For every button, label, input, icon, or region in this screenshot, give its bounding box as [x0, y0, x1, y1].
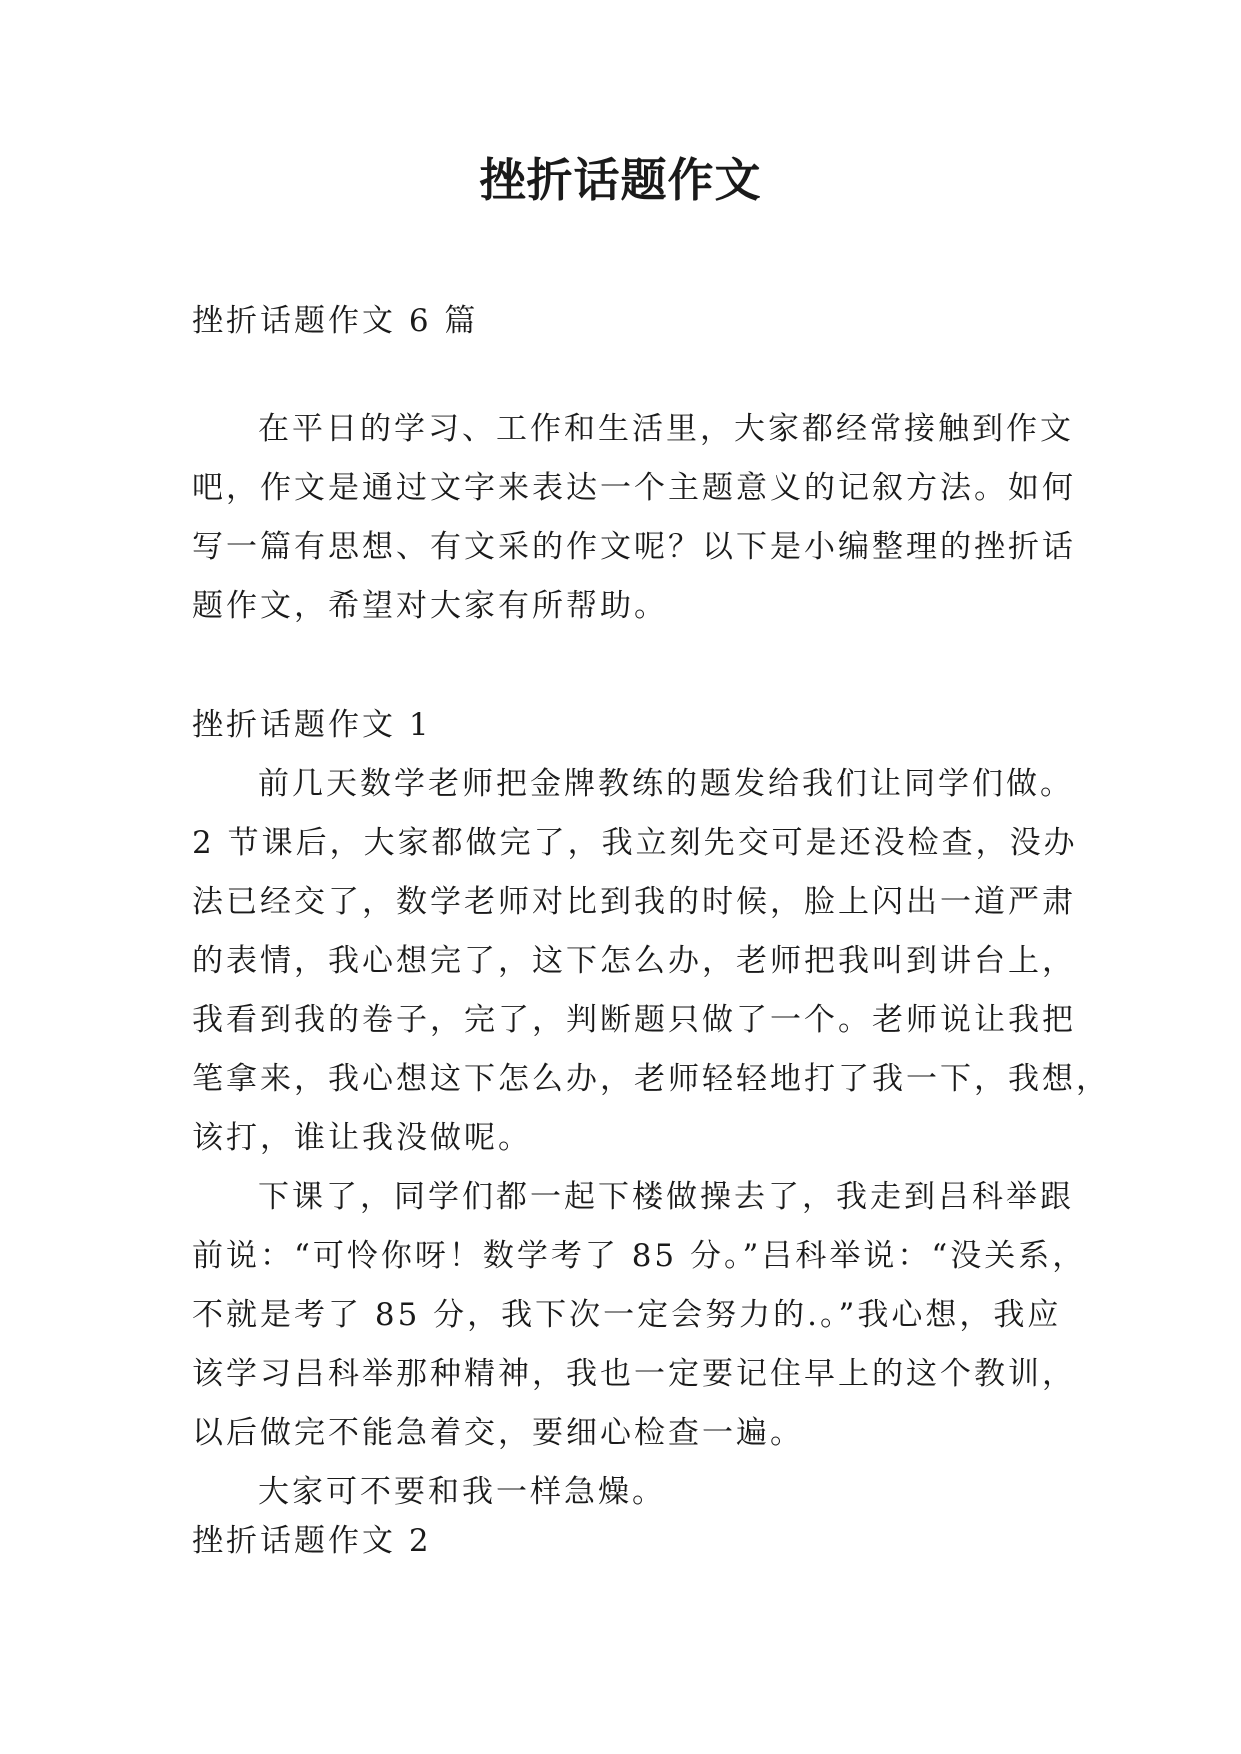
text-line: 下课了，同学们都一起下楼做操去了，我走到吕科举跟: [258, 1179, 1074, 1215]
text-line: 不就是考了 85 分，我下次一定会努力的.。”我心想，我应: [192, 1297, 1062, 1333]
document-title: 挫折话题作文: [479, 153, 762, 207]
text-line: 前说：“可怜你呀！数学考了 85 分。”吕科举说：“没关系，: [192, 1238, 1087, 1274]
text-line: 写一篇有思想、有文采的作文呢？以下是小编整理的挫折话: [192, 529, 1076, 565]
text-line: 笔拿来，我心想这下怎么办，老师轻轻地打了我一下，我想，: [192, 1061, 1110, 1097]
section-heading: 挫折话题作文 2: [192, 1523, 432, 1559]
text-line: 我看到我的卷子，完了，判断题只做了一个。老师说让我把: [192, 1002, 1076, 1038]
text-line: 该学习吕科举那种精神，我也一定要记住早上的这个教训，: [192, 1356, 1076, 1392]
text-line: 法已经交了，数学老师对比到我的时候，脸上闪出一道严肃: [192, 884, 1076, 920]
section-heading: 挫折话题作文 1: [192, 707, 432, 743]
text-line: 该打，谁让我没做呢。: [192, 1120, 532, 1156]
section-2: [192, 1512, 1072, 1571]
text-line: 以后做完不能急着交，要细心检查一遍。: [192, 1415, 804, 1451]
text-line: 吧，作文是通过文字来表达一个主题意义的记叙方法。如何: [192, 470, 1076, 506]
document-subtitle: 挫折话题作文 6 篇: [192, 303, 479, 339]
text-line: 题作文，希望对大家有所帮助。: [192, 588, 668, 624]
intro-paragraph: [192, 400, 1076, 636]
text-line: 前几天数学老师把金牌教练的题发给我们让同学们做。: [258, 766, 1074, 802]
section-1: [192, 696, 1110, 1522]
text-line: 大家可不要和我一样急燥。: [258, 1474, 666, 1510]
text-line: 的表情，我心想完了，这下怎么办，老师把我叫到讲台上，: [192, 943, 1076, 979]
text-line: 在平日的学习、工作和生活里，大家都经常接触到作文: [258, 411, 1074, 447]
text-line: 2 节课后，大家都做完了，我立刻先交可是还没检查，没办: [192, 825, 1078, 861]
